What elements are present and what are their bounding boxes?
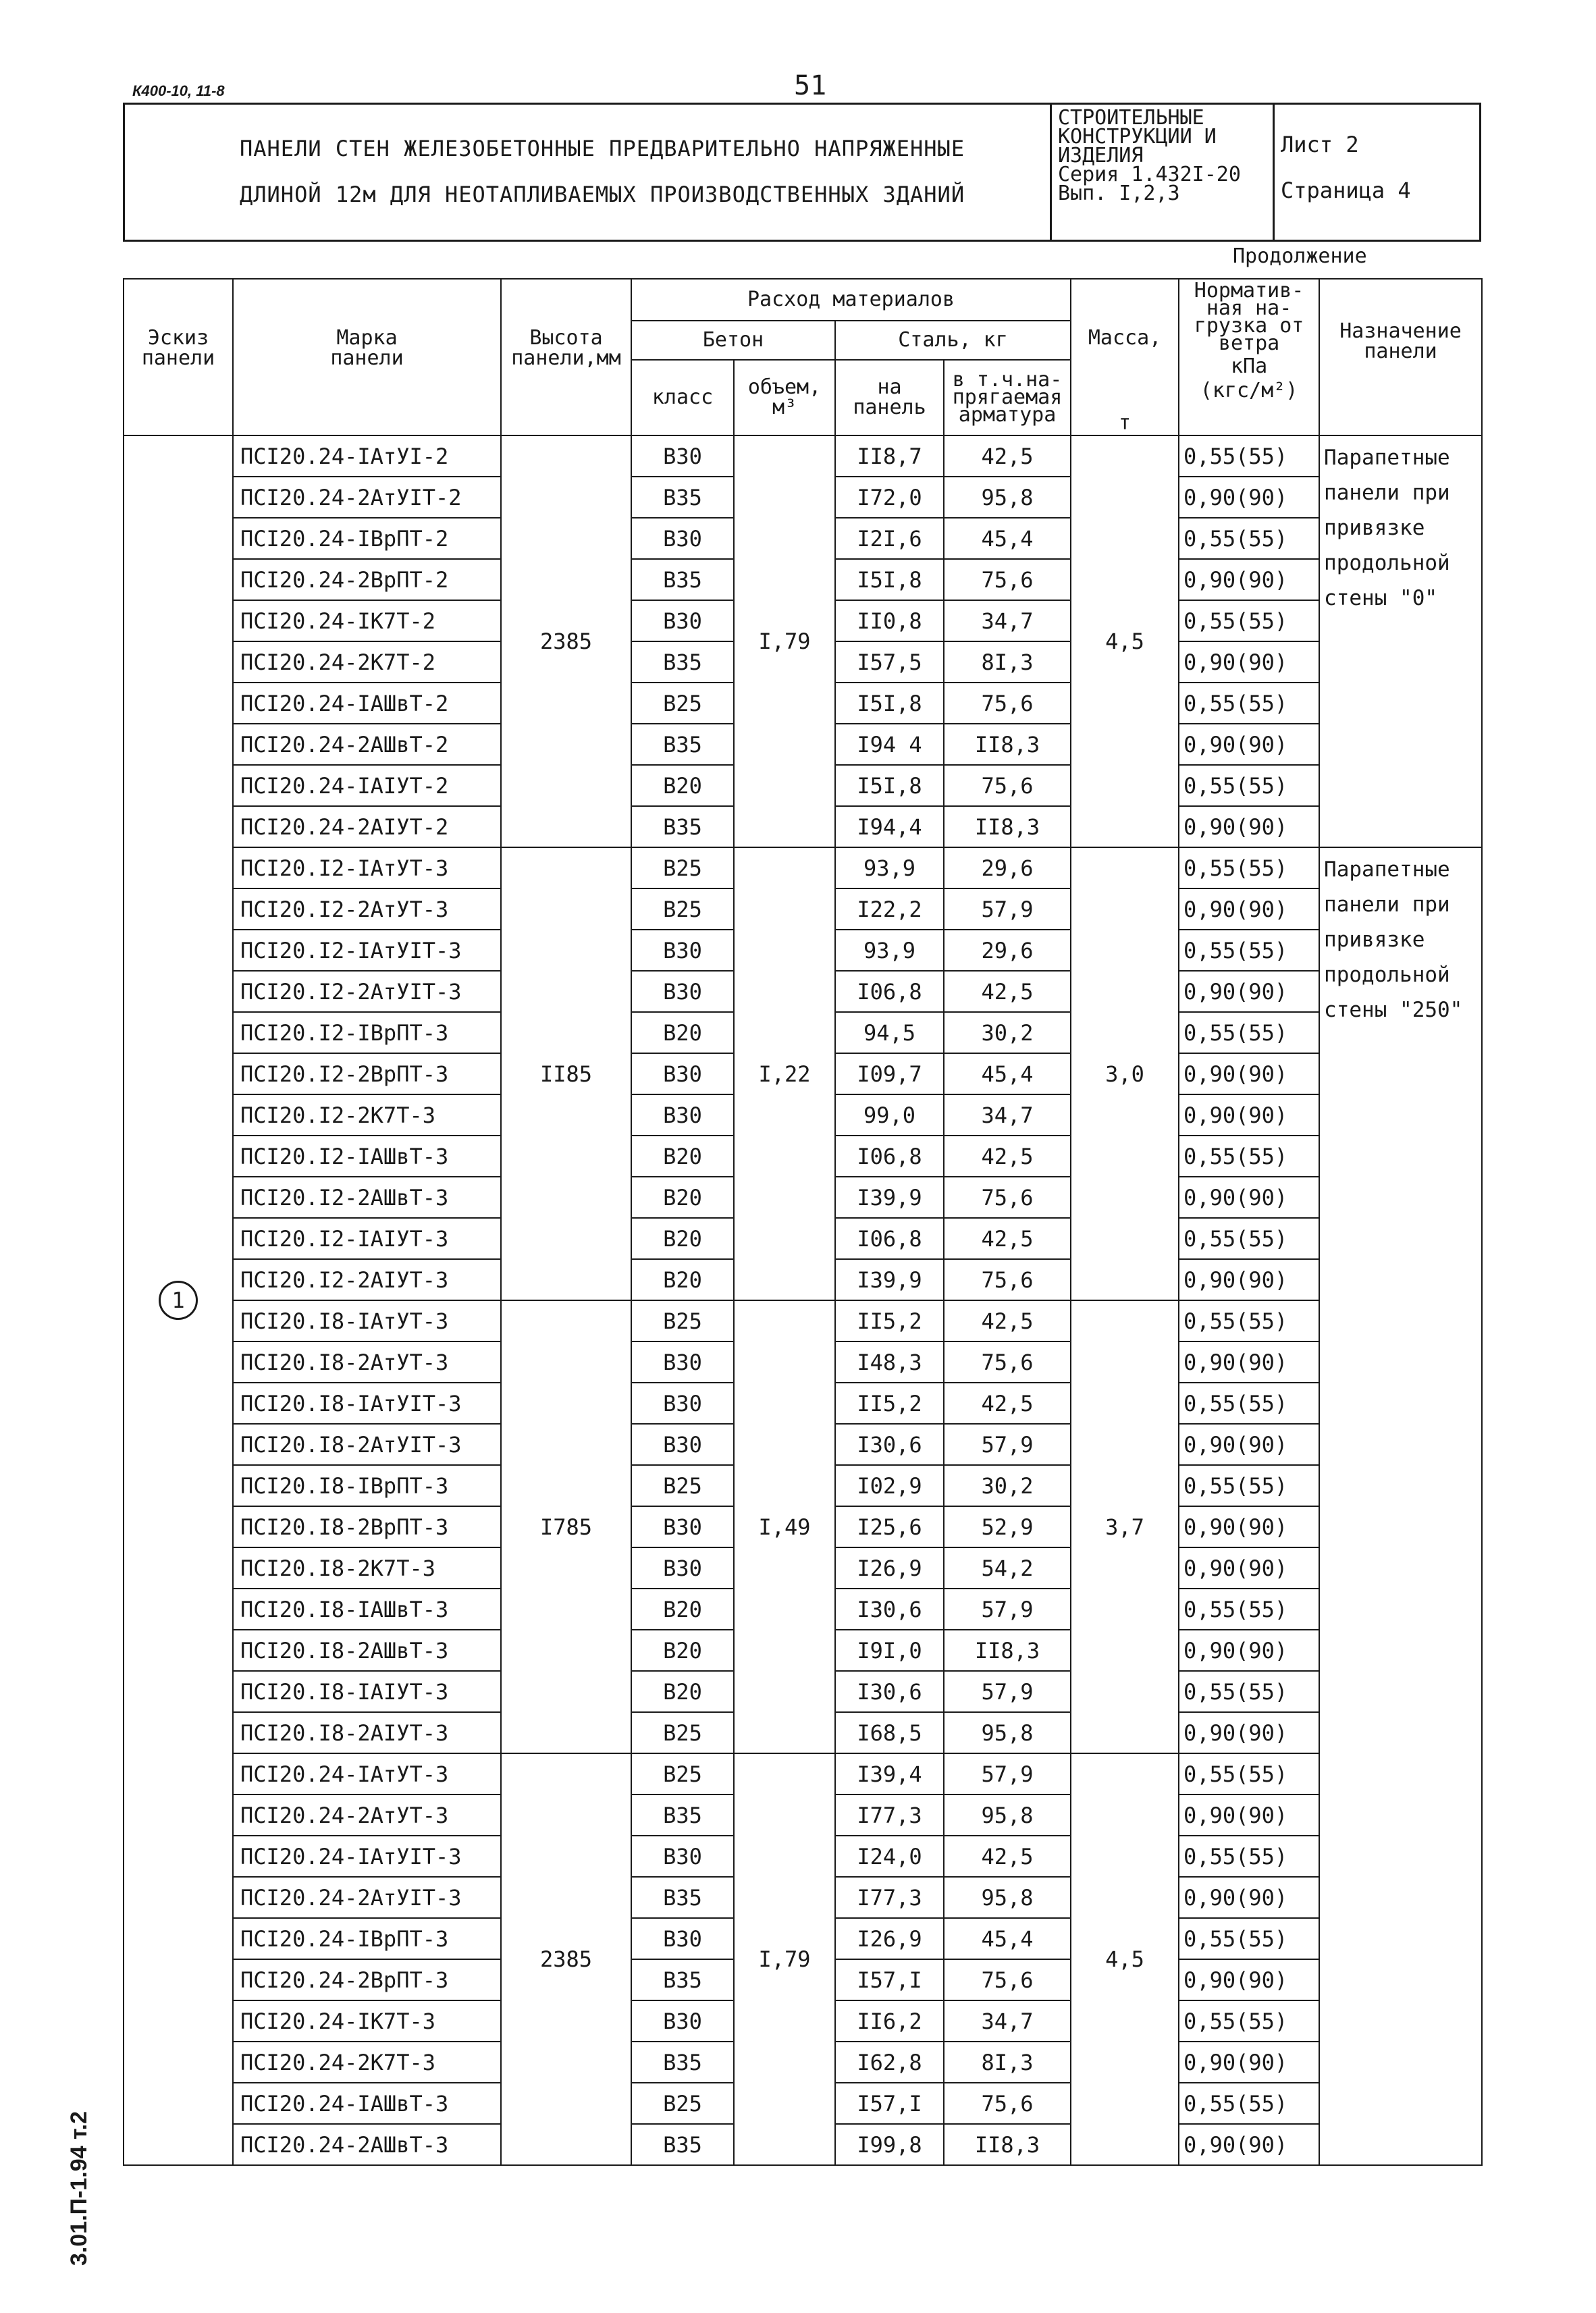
prestressed-steel: 75,6 xyxy=(944,765,1071,806)
concrete-class: В25 xyxy=(631,683,734,724)
concrete-class: В30 xyxy=(631,1547,734,1589)
prestressed-steel: 42,5 xyxy=(944,1383,1071,1424)
wind-load: 0,55(55) xyxy=(1179,2000,1319,2042)
panel-mark: ПСI20.I8-2К7Т-3 xyxy=(233,1547,501,1589)
wind-load: 0,55(55) xyxy=(1179,2083,1319,2124)
prestressed-steel: 34,7 xyxy=(944,600,1071,641)
panel-mark: ПСI20.24-2АШвТ-2 xyxy=(233,724,501,765)
panel-mark: ПСI20.24-IАтУIТ-3 xyxy=(233,1836,501,1877)
concrete-class: В25 xyxy=(631,1753,734,1794)
steel-per-panel: I9I,0 xyxy=(835,1630,944,1671)
concrete-class: В20 xyxy=(631,1136,734,1177)
col-materials: Расход материалов xyxy=(631,279,1071,321)
concrete-class: В30 xyxy=(631,1094,734,1136)
panels-table xyxy=(123,278,1483,2166)
concrete-class: В35 xyxy=(631,1877,734,1918)
panel-mass: 3,0 xyxy=(1071,847,1179,1300)
panel-mark: ПСI20.24-2АтУIТ-3 xyxy=(233,1877,501,1918)
wind-load: 0,55(55) xyxy=(1179,1300,1319,1341)
steel-per-panel: I06,8 xyxy=(835,971,944,1012)
steel-per-panel: I39,9 xyxy=(835,1177,944,1218)
prestressed-steel: II8,3 xyxy=(944,806,1071,847)
wind-load: 0,55(55) xyxy=(1179,435,1319,477)
concrete-class: В25 xyxy=(631,1465,734,1506)
wind-load: 0,90(90) xyxy=(1179,1053,1319,1094)
page-number: 51 xyxy=(794,70,827,101)
concrete-class: В35 xyxy=(631,724,734,765)
panel-mark: ПСI20.I8-2АШвТ-3 xyxy=(233,1630,501,1671)
prestressed-steel: 75,6 xyxy=(944,1341,1071,1383)
prestressed-steel: 42,5 xyxy=(944,1136,1071,1177)
series-line: СТРОИТЕЛЬНЫЕ xyxy=(1058,106,1204,130)
concrete-class: В20 xyxy=(631,1177,734,1218)
prestressed-steel: 57,9 xyxy=(944,1424,1071,1465)
panel-mark: ПСI20.24-2АтУIТ-2 xyxy=(233,477,501,518)
wind-load: 0,55(55) xyxy=(1179,1836,1319,1877)
panel-mark: ПСI20.I2-2АШвТ-3 xyxy=(233,1177,501,1218)
concrete-class: В25 xyxy=(631,888,734,930)
col-per-panel: на панель xyxy=(835,360,944,435)
steel-per-panel: I57,I xyxy=(835,2083,944,2124)
title-divider xyxy=(1273,105,1275,240)
concrete-class: В35 xyxy=(631,2042,734,2083)
title-block xyxy=(123,103,1481,242)
col-prestressed: в т.ч.на- прягаемая арматура xyxy=(944,360,1071,435)
prestressed-steel: II8,3 xyxy=(944,724,1071,765)
steel-per-panel: I06,8 xyxy=(835,1136,944,1177)
prestressed-steel: 42,5 xyxy=(944,1218,1071,1259)
sheet-number: Лист 2 xyxy=(1281,132,1359,157)
concrete-class: В20 xyxy=(631,765,734,806)
col-steel: Сталь, кг xyxy=(835,321,1071,360)
col-purpose: Назначение панели xyxy=(1319,279,1482,435)
prestressed-steel: 95,8 xyxy=(944,1712,1071,1753)
wind-load: 0,90(90) xyxy=(1179,806,1319,847)
wind-load: 0,55(55) xyxy=(1179,1589,1319,1630)
col-class: класс xyxy=(631,360,734,435)
sheet-page: Страница 4 xyxy=(1281,178,1411,203)
wind-load: 0,90(90) xyxy=(1179,2124,1319,2165)
panel-mark: ПСI20.24-IАШвТ-2 xyxy=(233,683,501,724)
series-line: Серия 1.432I-20 xyxy=(1058,163,1241,186)
panel-mark: ПСI20.I2-IАШвТ-3 xyxy=(233,1136,501,1177)
prestressed-steel: 45,4 xyxy=(944,1053,1071,1094)
concrete-class: В25 xyxy=(631,2083,734,2124)
prestressed-steel: 30,2 xyxy=(944,1465,1071,1506)
steel-per-panel: I30,6 xyxy=(835,1671,944,1712)
steel-per-panel: I5I,8 xyxy=(835,683,944,724)
col-mark: Марка панели xyxy=(233,279,501,435)
wind-load: 0,55(55) xyxy=(1179,1465,1319,1506)
prestressed-steel: 52,9 xyxy=(944,1506,1071,1547)
concrete-volume: I,49 xyxy=(734,1300,835,1753)
panel-mark: ПСI20.I2-2К7Т-3 xyxy=(233,1094,501,1136)
steel-per-panel: I06,8 xyxy=(835,1218,944,1259)
concrete-class: В35 xyxy=(631,806,734,847)
steel-per-panel: I99,8 xyxy=(835,2124,944,2165)
wind-load: 0,90(90) xyxy=(1179,724,1319,765)
prestressed-steel: 75,6 xyxy=(944,1959,1071,2000)
table-row xyxy=(124,435,1482,477)
steel-per-panel: I68,5 xyxy=(835,1712,944,1753)
panel-mark: ПСI20.I2-2АтУIТ-3 xyxy=(233,971,501,1012)
continuation-label: Продолжение xyxy=(1233,244,1367,268)
wind-load: 0,55(55) xyxy=(1179,518,1319,559)
steel-per-panel: I5I,8 xyxy=(835,559,944,600)
col-concrete: Бетон xyxy=(631,321,835,360)
steel-per-panel: 94,5 xyxy=(835,1012,944,1053)
series-line: ИЗДЕЛИЯ xyxy=(1058,144,1144,167)
prestressed-steel: 75,6 xyxy=(944,2083,1071,2124)
prestressed-steel: 29,6 xyxy=(944,930,1071,971)
concrete-class: В35 xyxy=(631,1959,734,2000)
wind-load: 0,55(55) xyxy=(1179,1012,1319,1053)
prestressed-steel: 42,5 xyxy=(944,971,1071,1012)
panel-height: 2385 xyxy=(501,435,631,847)
panel-mark: ПСI20.I8-2ВрПТ-3 xyxy=(233,1506,501,1547)
prestressed-steel: 75,6 xyxy=(944,1177,1071,1218)
prestressed-steel: 30,2 xyxy=(944,1012,1071,1053)
panel-height: I785 xyxy=(501,1300,631,1753)
wind-load: 0,55(55) xyxy=(1179,600,1319,641)
wind-load: 0,90(90) xyxy=(1179,1341,1319,1383)
wind-load: 0,55(55) xyxy=(1179,1918,1319,1959)
steel-per-panel: I5I,8 xyxy=(835,765,944,806)
panel-mark: ПСI20.I2-IВрПТ-3 xyxy=(233,1012,501,1053)
steel-per-panel: I77,3 xyxy=(835,1794,944,1836)
wind-load: 0,90(90) xyxy=(1179,1794,1319,1836)
panel-mark: ПСI20.24-2АтУТ-3 xyxy=(233,1794,501,1836)
panel-mark: ПСI20.24-IК7Т-3 xyxy=(233,2000,501,2042)
panel-mass: 4,5 xyxy=(1071,435,1179,847)
steel-per-panel: I26,9 xyxy=(835,1918,944,1959)
concrete-class: В35 xyxy=(631,2124,734,2165)
steel-per-panel: II5,2 xyxy=(835,1383,944,1424)
steel-per-panel: I77,3 xyxy=(835,1877,944,1918)
concrete-class: В25 xyxy=(631,1712,734,1753)
steel-per-panel: I2I,6 xyxy=(835,518,944,559)
prestressed-steel: 75,6 xyxy=(944,683,1071,724)
col-volume: объем, м³ xyxy=(734,360,835,435)
panel-mass: 4,5 xyxy=(1071,1753,1179,2165)
concrete-volume: I,79 xyxy=(734,1753,835,2165)
panel-sketch xyxy=(124,435,233,2165)
panel-mark: ПСI20.I2-IАтУIТ-3 xyxy=(233,930,501,971)
prestressed-steel: 8I,3 xyxy=(944,641,1071,683)
prestressed-steel: 57,9 xyxy=(944,1753,1071,1794)
prestressed-steel: 95,8 xyxy=(944,1877,1071,1918)
steel-per-panel: I48,3 xyxy=(835,1341,944,1383)
wind-load: 0,90(90) xyxy=(1179,1630,1319,1671)
panel-mark: ПСI20.24-IАШвТ-3 xyxy=(233,2083,501,2124)
prestressed-steel: 42,5 xyxy=(944,435,1071,477)
wind-load: 0,90(90) xyxy=(1179,1877,1319,1918)
steel-per-panel: II5,2 xyxy=(835,1300,944,1341)
steel-per-panel: I39,4 xyxy=(835,1753,944,1794)
concrete-class: В20 xyxy=(631,1589,734,1630)
panel-mark: ПСI20.24-IАтУI-2 xyxy=(233,435,501,477)
steel-per-panel: I57,I xyxy=(835,1959,944,2000)
panel-mass: 3,7 xyxy=(1071,1300,1179,1753)
prestressed-steel: 34,7 xyxy=(944,1094,1071,1136)
wind-load: 0,55(55) xyxy=(1179,930,1319,971)
title-line-1: ПАНЕЛИ СТЕН ЖЕЛЕЗОБЕТОННЫЕ ПРЕДВАРИТЕЛЬНО НАПРЯЖЕННЫЕ xyxy=(240,136,965,161)
concrete-class: В25 xyxy=(631,1300,734,1341)
steel-per-panel: I94 4 xyxy=(835,724,944,765)
panel-mark: ПСI20.I8-IАIУТ-3 xyxy=(233,1671,501,1712)
prestressed-steel: 42,5 xyxy=(944,1836,1071,1877)
concrete-class: В30 xyxy=(631,518,734,559)
wind-load: 0,90(90) xyxy=(1179,2042,1319,2083)
steel-per-panel: I94,4 xyxy=(835,806,944,847)
concrete-class: В20 xyxy=(631,1218,734,1259)
wind-load: 0,55(55) xyxy=(1179,1136,1319,1177)
prestressed-steel: 57,9 xyxy=(944,1671,1071,1712)
panel-mark: ПСI20.24-2АIУТ-2 xyxy=(233,806,501,847)
prestressed-steel: 75,6 xyxy=(944,1259,1071,1300)
concrete-class: В30 xyxy=(631,930,734,971)
concrete-class: В30 xyxy=(631,1341,734,1383)
concrete-class: В30 xyxy=(631,1383,734,1424)
wind-load: 0,90(90) xyxy=(1179,1959,1319,2000)
panel-mark: ПСI20.24-IК7Т-2 xyxy=(233,600,501,641)
concrete-class: В20 xyxy=(631,1012,734,1053)
concrete-class: В35 xyxy=(631,559,734,600)
prestressed-steel: 29,6 xyxy=(944,847,1071,888)
prestressed-steel: 95,8 xyxy=(944,1794,1071,1836)
wind-load: 0,90(90) xyxy=(1179,641,1319,683)
concrete-class: В30 xyxy=(631,1506,734,1547)
steel-per-panel: I22,2 xyxy=(835,888,944,930)
concrete-class: В30 xyxy=(631,435,734,477)
wind-load: 0,55(55) xyxy=(1179,847,1319,888)
concrete-class: В30 xyxy=(631,1918,734,1959)
wind-load: 0,90(90) xyxy=(1179,1094,1319,1136)
steel-per-panel: 99,0 xyxy=(835,1094,944,1136)
panel-mark: ПСI20.I2-IАIУТ-3 xyxy=(233,1218,501,1259)
concrete-class: В20 xyxy=(631,1671,734,1712)
wind-load: 0,90(90) xyxy=(1179,1177,1319,1218)
wind-load: 0,90(90) xyxy=(1179,1424,1319,1465)
panel-mark: ПСI20.I8-IАШвТ-3 xyxy=(233,1589,501,1630)
concrete-class: В20 xyxy=(631,1630,734,1671)
concrete-class: В35 xyxy=(631,641,734,683)
side-document-code: 3.01.П-1.94 т.2 xyxy=(66,2110,92,2266)
steel-per-panel: I39,9 xyxy=(835,1259,944,1300)
concrete-class: В30 xyxy=(631,600,734,641)
table-row xyxy=(124,847,1482,888)
wind-load: 0,55(55) xyxy=(1179,765,1319,806)
prestressed-steel: II8,3 xyxy=(944,1630,1071,1671)
series-box xyxy=(1058,106,1241,205)
prestressed-steel: 95,8 xyxy=(944,477,1071,518)
steel-per-panel: I25,6 xyxy=(835,1506,944,1547)
wind-load: 0,55(55) xyxy=(1179,1218,1319,1259)
series-line: КОНСТРУКЦИИ И xyxy=(1058,125,1217,149)
wind-load: 0,90(90) xyxy=(1179,888,1319,930)
prestressed-steel: II8,3 xyxy=(944,2124,1071,2165)
panel-mark: ПСI20.24-IВрПТ-3 xyxy=(233,1918,501,1959)
panel-mark: ПСI20.I8-2АтУIТ-3 xyxy=(233,1424,501,1465)
panel-mark: ПСI20.I8-2АтУТ-3 xyxy=(233,1341,501,1383)
panel-purpose: Парапетные панели при привязке продольной стены "0" xyxy=(1319,435,1482,847)
wind-load: 0,55(55) xyxy=(1179,683,1319,724)
steel-per-panel: II0,8 xyxy=(835,600,944,641)
prestressed-steel: 57,9 xyxy=(944,888,1071,930)
steel-per-panel: I09,7 xyxy=(835,1053,944,1094)
panel-mark: ПСI20.I2-2ВрПТ-3 xyxy=(233,1053,501,1094)
prestressed-steel: 8I,3 xyxy=(944,2042,1071,2083)
panel-mark: ПСI20.I2-IАтУТ-3 xyxy=(233,847,501,888)
steel-per-panel: I57,5 xyxy=(835,641,944,683)
wind-load: 0,55(55) xyxy=(1179,1383,1319,1424)
document-code: К400-10, 11-8 xyxy=(132,82,225,99)
panel-mark: ПСI20.24-2К7Т-3 xyxy=(233,2042,501,2083)
col-wind-load: Норматив- ная на- грузка от ветра кПа (кгс/м²) xyxy=(1179,279,1319,435)
concrete-class: В30 xyxy=(631,1424,734,1465)
wind-load: 0,55(55) xyxy=(1179,1671,1319,1712)
concrete-class: В30 xyxy=(631,1836,734,1877)
steel-per-panel: 93,9 xyxy=(835,847,944,888)
panel-mark: ПСI20.I8-IВрПТ-3 xyxy=(233,1465,501,1506)
steel-per-panel: I30,6 xyxy=(835,1424,944,1465)
wind-load: 0,90(90) xyxy=(1179,971,1319,1012)
concrete-class: В35 xyxy=(631,1794,734,1836)
col-mass: Масса, т xyxy=(1071,279,1179,435)
col-height: Высота панели,мм xyxy=(501,279,631,435)
col-sketch: Эскиз панели xyxy=(124,279,233,435)
table-row xyxy=(124,1300,1482,1341)
table-row xyxy=(124,1753,1482,1794)
panel-mark: ПСI20.I8-IАтУIТ-3 xyxy=(233,1383,501,1424)
panel-mark: ПСI20.24-2ВрПТ-3 xyxy=(233,1959,501,2000)
wind-load: 0,90(90) xyxy=(1179,1712,1319,1753)
wind-load: 0,55(55) xyxy=(1179,1753,1319,1794)
panel-mark: ПСI20.I2-2АтУТ-3 xyxy=(233,888,501,930)
steel-per-panel: II6,2 xyxy=(835,2000,944,2042)
steel-per-panel: II8,7 xyxy=(835,435,944,477)
series-line: Вып. I,2,3 xyxy=(1058,182,1180,205)
prestressed-steel: 75,6 xyxy=(944,559,1071,600)
steel-per-panel: I72,0 xyxy=(835,477,944,518)
concrete-volume: I,79 xyxy=(734,435,835,847)
steel-per-panel: I26,9 xyxy=(835,1547,944,1589)
panel-mark: ПСI20.I8-2АIУТ-3 xyxy=(233,1712,501,1753)
steel-per-panel: I02,9 xyxy=(835,1465,944,1506)
sketch-number-circle: 1 xyxy=(159,1281,198,1320)
wind-load: 0,90(90) xyxy=(1179,1547,1319,1589)
steel-per-panel: I24,0 xyxy=(835,1836,944,1877)
panel-height: II85 xyxy=(501,847,631,1300)
wind-load: 0,90(90) xyxy=(1179,477,1319,518)
concrete-class: В20 xyxy=(631,1259,734,1300)
panel-mark: ПСI20.24-2ВрПТ-2 xyxy=(233,559,501,600)
concrete-class: В25 xyxy=(631,847,734,888)
concrete-class: В35 xyxy=(631,477,734,518)
prestressed-steel: 54,2 xyxy=(944,1547,1071,1589)
concrete-volume: I,22 xyxy=(734,847,835,1300)
title-line-2: ДЛИНОЙ 12м ДЛЯ НЕОТАПЛИВАЕМЫХ ПРОИЗВОДСТВЕННЫХ ЗДАНИЙ xyxy=(240,182,965,207)
prestressed-steel: 34,7 xyxy=(944,2000,1071,2042)
concrete-class: В30 xyxy=(631,1053,734,1094)
panel-mark: ПСI20.I2-2АIУТ-3 xyxy=(233,1259,501,1300)
wind-load: 0,90(90) xyxy=(1179,559,1319,600)
title-divider xyxy=(1050,105,1052,240)
wind-load: 0,90(90) xyxy=(1179,1259,1319,1300)
panel-mark: ПСI20.24-IАтУТ-3 xyxy=(233,1753,501,1794)
panel-mark: ПСI20.24-2К7Т-2 xyxy=(233,641,501,683)
panel-mark: ПСI20.I8-IАтУТ-3 xyxy=(233,1300,501,1341)
prestressed-steel: 45,4 xyxy=(944,518,1071,559)
panel-mark: ПСI20.24-IАIУТ-2 xyxy=(233,765,501,806)
concrete-class: В30 xyxy=(631,971,734,1012)
steel-per-panel: 93,9 xyxy=(835,930,944,971)
prestressed-steel: 57,9 xyxy=(944,1589,1071,1630)
panel-mark: ПСI20.24-2АШвТ-3 xyxy=(233,2124,501,2165)
panel-mark: ПСI20.24-IВрПТ-2 xyxy=(233,518,501,559)
steel-per-panel: I62,8 xyxy=(835,2042,944,2083)
concrete-class: В30 xyxy=(631,2000,734,2042)
panel-purpose: Парапетные панели при привязке продольной стены "250" xyxy=(1319,847,1482,2165)
wind-load: 0,90(90) xyxy=(1179,1506,1319,1547)
prestressed-steel: 45,4 xyxy=(944,1918,1071,1959)
steel-per-panel: I30,6 xyxy=(835,1589,944,1630)
panel-height: 2385 xyxy=(501,1753,631,2165)
prestressed-steel: 42,5 xyxy=(944,1300,1071,1341)
